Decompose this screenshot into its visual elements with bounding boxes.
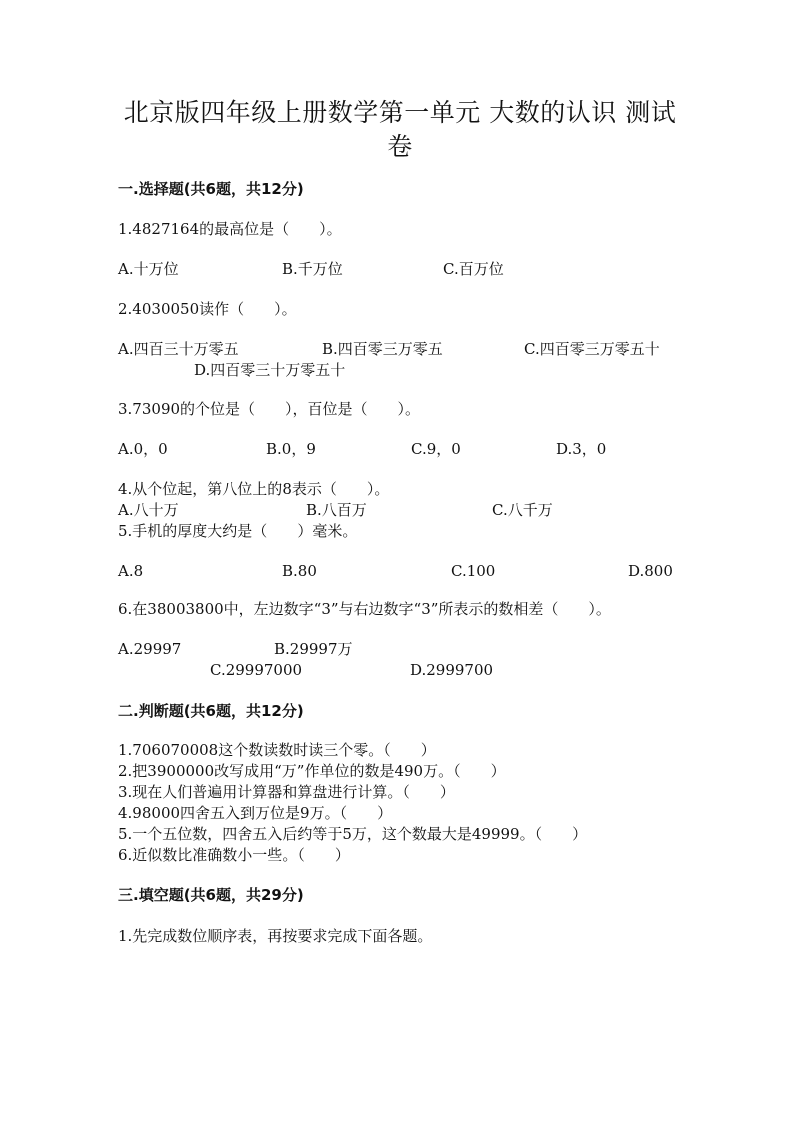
question-stem: 1.先完成数位顺序表，再按要求完成下面各题。 bbox=[118, 927, 433, 945]
option-d: D.2999700 bbox=[410, 661, 494, 679]
judgement-item: 6.近似数比准确数小一些。（ ） bbox=[118, 846, 350, 864]
option-c: C.9，0 bbox=[411, 440, 461, 458]
judgement-item: 2.把3900000改写成用“万”作单位的数是490万。（ ） bbox=[118, 762, 506, 780]
section-heading-judgement: 二.判断题(共6题，共12分) bbox=[118, 702, 304, 720]
option-d: D.四百零三十万零五十 bbox=[194, 361, 346, 379]
option-a: A.四百三十万零五 bbox=[118, 340, 239, 358]
option-c: C.八千万 bbox=[492, 501, 553, 519]
option-d: D.3，0 bbox=[556, 440, 607, 458]
option-b: B.0，9 bbox=[266, 440, 316, 458]
question-stem: 2.4030050读作（ ）。 bbox=[118, 300, 297, 318]
exam-title-line1: 北京版四年级上册数学第一单元 大数的认识 测试 bbox=[123, 98, 677, 127]
judgement-item: 4.98000四舍五入到万位是9万。（ ） bbox=[118, 804, 393, 822]
option-a: A.29997 bbox=[118, 640, 182, 658]
question-stem: 6.在38003800中，左边数字“3”与右边数字“3”所表示的数相差（ ）。 bbox=[118, 600, 611, 618]
option-c: C.百万位 bbox=[443, 260, 504, 278]
section-heading-fill-in: 三.填空题(共6题，共29分) bbox=[118, 886, 304, 904]
question-stem: 1.4827164的最高位是（ ）。 bbox=[118, 220, 342, 238]
option-b: B.八百万 bbox=[306, 501, 367, 519]
option-b: B.千万位 bbox=[282, 260, 343, 278]
exam-title-line2: 卷 bbox=[387, 132, 413, 161]
option-c: C.四百零三万零五十 bbox=[524, 340, 660, 358]
question-stem: 3.73090的个位是（ ），百位是（ ）。 bbox=[118, 400, 421, 418]
option-c: C.100 bbox=[451, 562, 496, 580]
option-a: A.十万位 bbox=[118, 260, 179, 278]
option-b: B.29997万 bbox=[274, 640, 353, 658]
judgement-item: 3.现在人们普遍用计算器和算盘进行计算。（ ） bbox=[118, 783, 455, 801]
judgement-item: 5.一个五位数，四舍五入后约等于5万，这个数最大是49999。（ ） bbox=[118, 825, 588, 843]
option-a: A.8 bbox=[118, 562, 144, 580]
option-c: C.29997000 bbox=[210, 661, 303, 679]
judgement-item: 1.706070008这个数读数时读三个零。（ ） bbox=[118, 741, 436, 759]
option-d: D.800 bbox=[628, 562, 673, 580]
option-b: B.四百零三万零五 bbox=[322, 340, 443, 358]
option-a: A.八十万 bbox=[118, 501, 179, 519]
option-b: B.80 bbox=[282, 562, 317, 580]
question-stem: 5.手机的厚度大约是（ ）毫米。 bbox=[118, 522, 358, 540]
option-a: A.0，0 bbox=[118, 440, 168, 458]
section-heading-choice: 一.选择题(共6题，共12分) bbox=[118, 180, 304, 198]
question-stem: 4.从个位起，第八位上的8表示（ ）。 bbox=[118, 480, 390, 498]
